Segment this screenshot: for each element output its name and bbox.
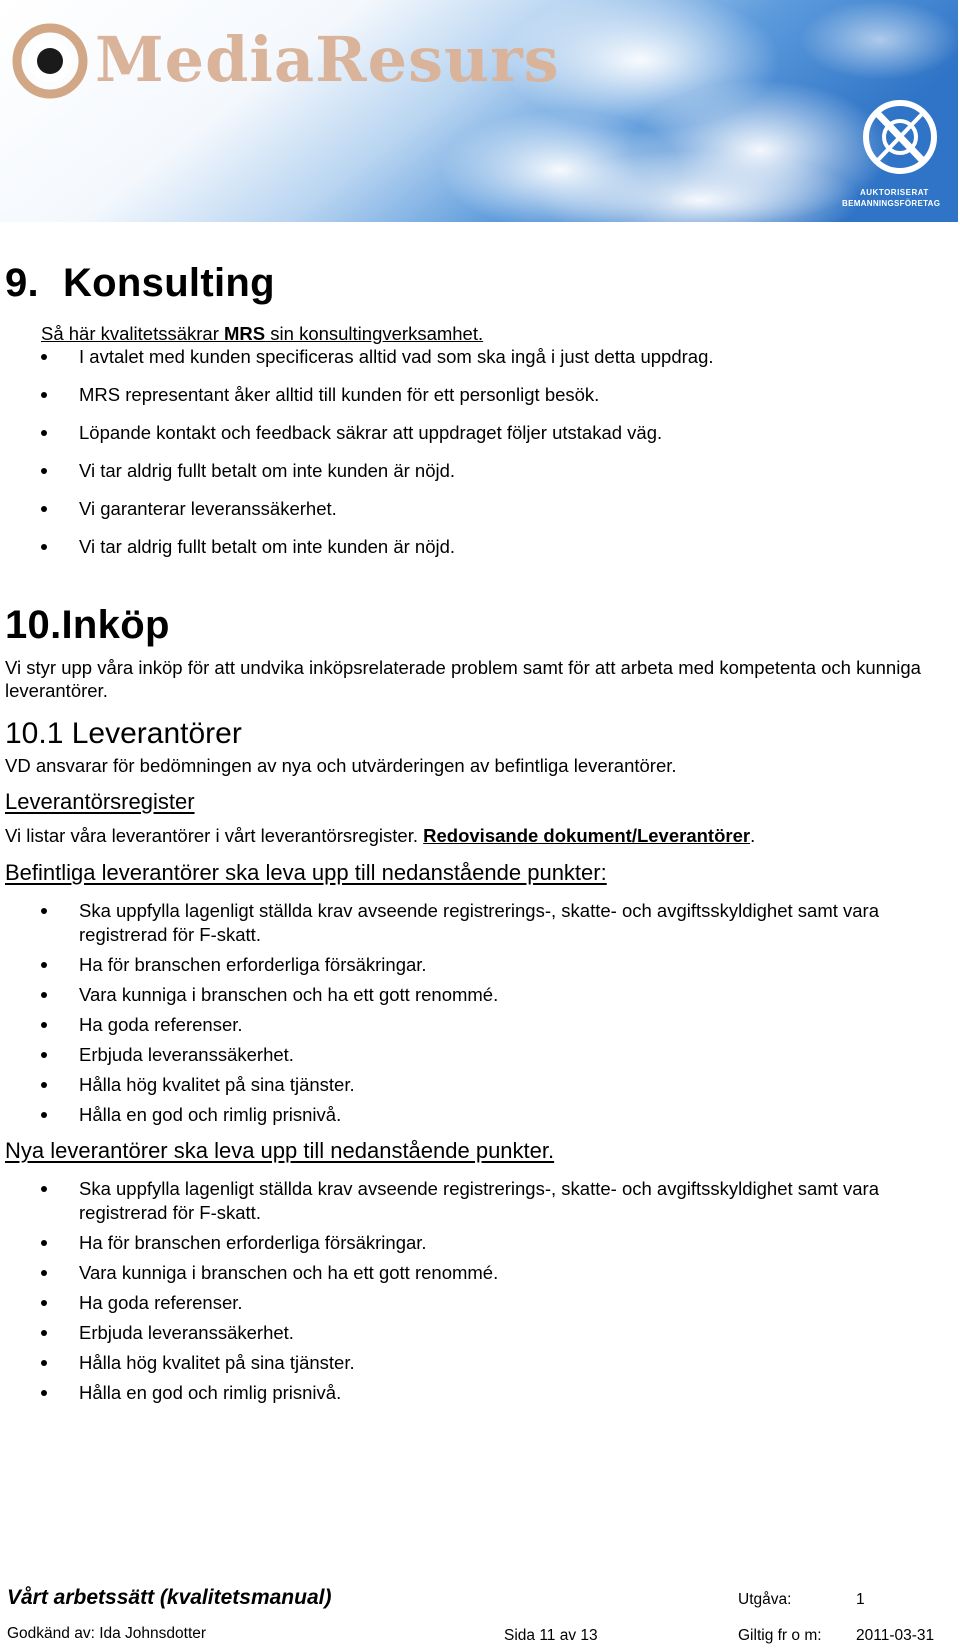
list-item-text: Ha goda referenser. xyxy=(79,1292,243,1313)
list-item-text: Ska uppfylla lagenligt ställda krav avseende registrerings-, skatte- och avgiftsskyldighet samt vara registrerad för F-skatt. xyxy=(79,1178,879,1223)
intro-bold: MRS xyxy=(224,323,266,344)
header-banner xyxy=(0,0,958,222)
subsection-10-1-paragraph: VD ansvarar för bedömningen av nya och utvärderingen av befintliga leverantörer. xyxy=(5,755,677,776)
bullet-icon xyxy=(41,430,47,436)
section-9-heading xyxy=(5,257,935,309)
list-item-text: I avtalet med kunden specificeras alltid vad som ska ingå i just detta uppdrag. xyxy=(79,346,714,367)
bullet-icon xyxy=(41,1390,47,1396)
list-item xyxy=(5,983,935,1007)
page-footer xyxy=(0,1578,960,1648)
badge-line-2: BEMANNINGSFÖRETAG xyxy=(842,199,941,208)
register-text-end: . xyxy=(750,825,756,846)
valid-from-value: 2011-03-31 xyxy=(856,1627,935,1644)
badge-line-1: AUKTORISERAT xyxy=(860,188,929,197)
list-item-text: Löpande kontakt och feedback säkrar att uppdraget följer utstakad väg. xyxy=(79,422,663,443)
section-9-list xyxy=(5,345,935,559)
list-item xyxy=(5,953,935,977)
bullet-icon xyxy=(41,1240,47,1246)
edition-value: 1 xyxy=(856,1591,865,1608)
list-item-text: Ha för branschen erforderliga försäkringar. xyxy=(79,1232,427,1253)
list-item xyxy=(5,1291,935,1315)
section-number: 10. xyxy=(5,603,62,647)
bullet-icon xyxy=(41,506,47,512)
section-title: Inköp xyxy=(61,603,170,647)
list-item-text: Vi garanterar leveranssäkerhet. xyxy=(79,498,337,519)
bullet-icon xyxy=(41,1052,47,1058)
list-item-text: Vara kunniga i branschen och ha ett gott renommé. xyxy=(79,984,499,1005)
bullet-icon xyxy=(41,1300,47,1306)
list-item xyxy=(5,1043,935,1067)
list-item-text: MRS representant åker alltid till kunden för ett personligt besök. xyxy=(79,384,600,405)
intro-text: Så här kvalitetssäkrar xyxy=(41,323,225,344)
list-item-text: Ha för branschen erforderliga försäkringar. xyxy=(79,954,427,975)
list-item-text: Erbjuda leveranssäkerhet. xyxy=(79,1322,294,1343)
bullet-icon xyxy=(41,1186,47,1192)
bullet-icon xyxy=(41,1022,47,1028)
list-item xyxy=(5,421,935,445)
bullet-icon xyxy=(41,962,47,968)
list-item xyxy=(5,535,935,559)
document-title: Vårt arbetssätt (kvalitetsmanual) xyxy=(7,1586,332,1609)
list-item-text: Vara kunniga i branschen och ha ett gott renommé. xyxy=(79,1262,499,1283)
valid-from-label: Giltig fr o m: xyxy=(738,1627,822,1644)
authorization-badge xyxy=(838,92,956,212)
badge-emblem-icon xyxy=(838,92,956,182)
register-text: Vi listar våra leverantörer i vårt leverantörsregister. xyxy=(5,825,424,846)
list-item-text: Erbjuda leveranssäkerhet. xyxy=(79,1044,294,1065)
list-item xyxy=(5,899,935,947)
bullet-icon xyxy=(41,1082,47,1088)
list-item-text: Hålla hög kvalitet på sina tjänster. xyxy=(79,1352,355,1373)
approved-by: Godkänd av: Ida Johnsdotter xyxy=(7,1625,207,1642)
list-item-text: Hålla en god och rimlig prisnivå. xyxy=(79,1382,342,1403)
existing-suppliers-heading: Befintliga leverantörer ska leva upp till nedanstående punkter: xyxy=(5,860,607,885)
new-suppliers-list xyxy=(5,1177,935,1405)
bullet-icon xyxy=(41,392,47,398)
section-9-intro xyxy=(41,323,935,345)
new-suppliers-heading: Nya leverantörer ska leva upp till nedanstående punkter. xyxy=(5,1138,555,1163)
list-item-text: Vi tar aldrig fullt betalt om inte kunden är nöjd. xyxy=(79,536,456,557)
list-item xyxy=(5,1261,935,1285)
logo-text: MediaResurs xyxy=(95,23,560,96)
subsection-10-1-heading: 10.1 Leverantörer xyxy=(5,717,242,750)
list-item-text: Hålla en god och rimlig prisnivå. xyxy=(79,1104,342,1125)
list-item-text: Hålla hög kvalitet på sina tjänster. xyxy=(79,1074,355,1095)
section-10-paragraph: Vi styr upp våra inköp för att undvika inköpsrelaterade problem samt för att arbeta med kompetenta och kunniga leverantörer. xyxy=(5,657,921,701)
register-heading: Leverantörsregister xyxy=(5,789,195,814)
intro-text-end: sin konsultingverksamhet. xyxy=(265,323,484,344)
list-item xyxy=(5,1351,935,1375)
list-item-text: Vi tar aldrig fullt betalt om inte kunden är nöjd. xyxy=(79,460,456,481)
list-item xyxy=(5,383,935,407)
bullet-icon xyxy=(41,544,47,550)
document-reference-link[interactable]: Redovisande dokument/Leverantörer xyxy=(423,825,751,846)
bullet-icon xyxy=(41,1112,47,1118)
page-number: Sida 11 av 13 xyxy=(504,1627,598,1644)
bullet-icon xyxy=(41,354,47,360)
list-item xyxy=(5,459,935,483)
bullet-icon xyxy=(41,1270,47,1276)
register-paragraph xyxy=(5,824,935,847)
list-item xyxy=(5,497,935,521)
bullet-icon xyxy=(41,1360,47,1366)
list-item-text: Ha goda referenser. xyxy=(79,1014,243,1035)
bullet-icon xyxy=(41,992,47,998)
list-item xyxy=(5,1103,935,1127)
list-item xyxy=(5,1321,935,1345)
section-10-heading xyxy=(5,599,935,651)
list-item xyxy=(5,1073,935,1097)
list-item xyxy=(5,345,935,369)
existing-suppliers-list xyxy=(5,899,935,1127)
list-item-text: Ska uppfylla lagenligt ställda krav avseende registrerings-, skatte- och avgiftsskyldighet samt vara registrerad för F-skatt. xyxy=(79,900,879,945)
list-item xyxy=(5,1013,935,1037)
list-item xyxy=(5,1177,935,1225)
bullet-icon xyxy=(41,1330,47,1336)
section-title: Konsulting xyxy=(63,261,275,305)
document-body xyxy=(5,257,935,1405)
list-item xyxy=(5,1381,935,1405)
edition-label: Utgåva: xyxy=(738,1591,792,1608)
section-number: 9. xyxy=(5,261,39,305)
bullet-icon xyxy=(41,468,47,474)
list-item xyxy=(5,1231,935,1255)
bullet-icon xyxy=(41,908,47,914)
